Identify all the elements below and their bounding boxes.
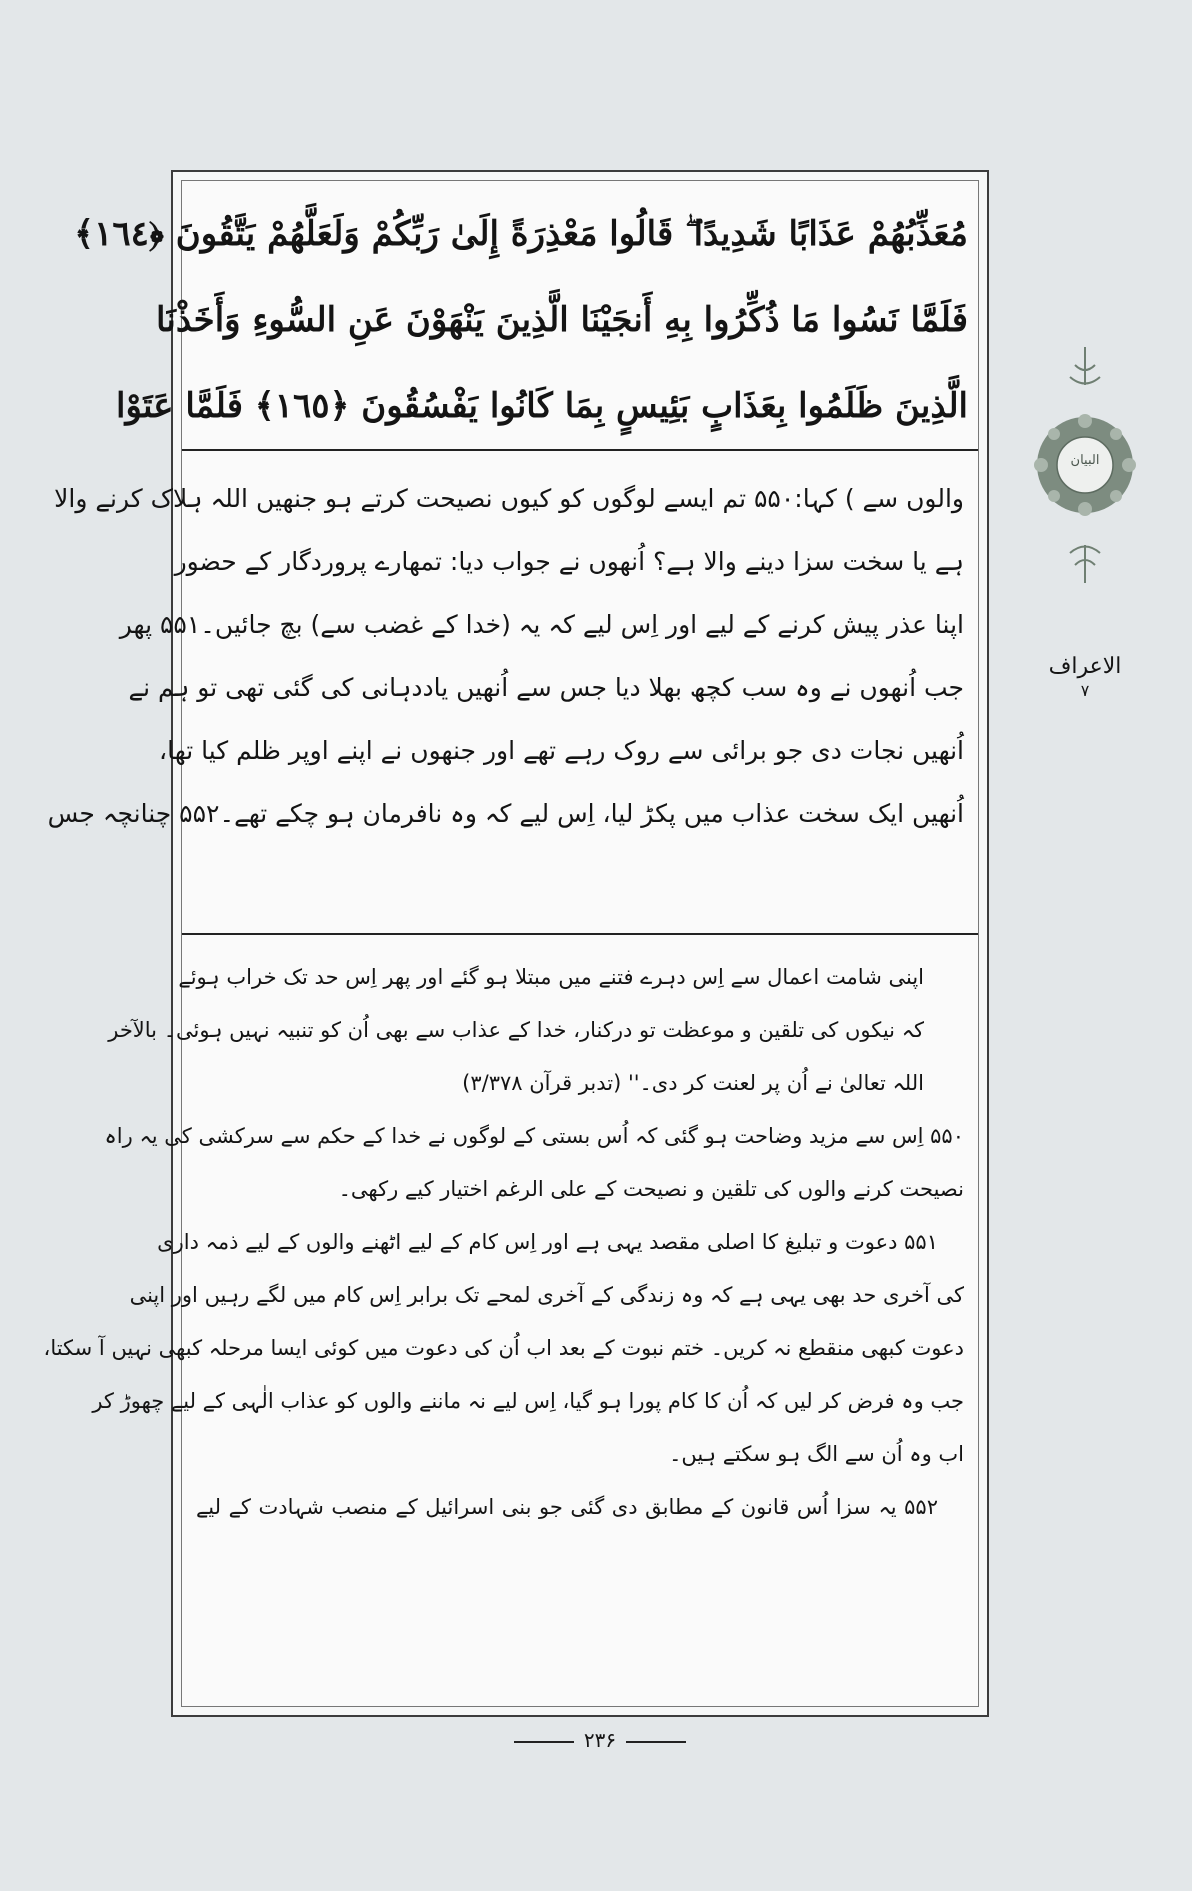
ornament-title: البیان <box>1070 453 1100 468</box>
surah-label <box>1040 655 1130 703</box>
quran-text-block <box>74 191 968 449</box>
footnote-550-line: ۵۵۰ اِس سے مزید وضاحت ہو گئی کہ اُس بستی کے لوگوں نے خدا کے حکم سے سرکشی کی یہ راہ <box>104 1124 964 1148</box>
footnote-551-line: ۵۵۱ دعوت و تبلیغ کا اصلی مقصد یہی ہے اور اِس کام کے لیے اٹھنے والوں کے لیے ذمہ داری <box>157 1230 938 1254</box>
divider-rule <box>182 449 978 451</box>
translation-line: والوں سے ) کہا:۵۵۰ تم ایسے لوگوں کو کیوں نصیحت کرتے ہو جنھیں اللہ ہلاک کرنے والا <box>54 484 964 513</box>
translation-line: ہے یا سخت سزا دینے والا ہے؟ اُنھوں نے جواب دیا: تمھارے پروردگار کے حضور <box>174 547 964 576</box>
footnotes-block <box>43 951 964 1534</box>
translation-line: اُنھیں ایک سخت عذاب میں پکڑ لیا، اِس لیے کہ وہ نافرمان ہو چکے تھے۔۵۵۲ چنانچہ جس <box>47 799 964 828</box>
footnote-551-line: کی آخری حد بھی یہی ہے کہ وہ زندگی کے آخری لمحے تک برابر اِس کام میں لگے رہیں اور اپنی <box>129 1283 964 1307</box>
divider-rule <box>182 933 978 935</box>
arabic-line: فَلَمَّا نَسُوا مَا ذُكِّرُوا بِهِ أَنجَيْنَا الَّذِينَ يَنْهَوْنَ عَنِ السُّوءِ وَأَخَذْنَا <box>156 300 968 340</box>
surah-number: ۷ <box>1080 681 1090 700</box>
footnote-552-line: ۵۵۲ یہ سزا اُس قانون کے مطابق دی گئی جو بنی اسرائیل کے منصب شہادت کے لیے <box>196 1495 938 1519</box>
translation-line: اُنھیں نجات دی جو برائی سے روک رہے تھے اور جنھوں نے اپنے اوپر ظلم کیا تھا، <box>159 736 964 765</box>
quote-line: اللہ تعالیٰ نے اُن پر لعنت کر دی۔'' (تدبر قرآن ۳/۳۷۸) <box>462 1071 924 1095</box>
divider-rule <box>514 1741 574 1743</box>
translation-block <box>47 467 964 845</box>
arabic-line: الَّذِينَ ظَلَمُوا بِعَذَابٍ بَئِيسٍ بِمَا كَانُوا يَفْسُقُونَ ﴿١٦٥﴾ فَلَمَّا عَتَوْا <box>116 386 968 426</box>
page-inner-border <box>43 180 979 1707</box>
footnote-551-line: اب وہ اُن سے الگ ہو سکتے ہیں۔ <box>669 1442 964 1466</box>
quote-line: اپنی شامت اعمال سے اِس دہرے فتنے میں مبتلا ہو گئے اور پھر اِس حد تک خراب ہوئے <box>178 965 924 989</box>
translation-line: اپنا عذر پیش کرنے کے لیے اور اِس لیے کہ یہ (خدا کے غضب سے) بچ جائیں۔۵۵۱ پھر <box>119 610 964 639</box>
ornament-medallion-icon <box>1030 345 1140 585</box>
quote-line: کہ نیکوں کی تلقین و موعظت تو درکنار، خدا کے عذاب سے بھی اُن کو تنبیہ نہیں ہوئی۔ بالآخر <box>108 1018 924 1042</box>
footnote-550-line: نصیحت کرنے والوں کی تلقین و نصیحت کے علی الرغم اختیار کیے رکھی۔ <box>338 1177 964 1201</box>
page-frame <box>43 170 989 1717</box>
page-number-text: ۲۳۶ <box>583 1728 617 1752</box>
page-number <box>440 1728 760 1752</box>
arabic-line: مُعَذِّبُهُمْ عَذَابًا شَدِيدًا ۖ قَالُوا مَعْذِرَةً إِلَىٰ رَبِّكُمْ وَلَعَلَّهُمْ يَتَّقُونَ ﴿١٦٤﴾ <box>74 214 968 254</box>
footnote-551-line: جب وہ فرض کر لیں کہ اُن کا کام پورا ہو گیا، اِس لیے نہ ماننے والوں کو عذاب الٰہی کے لیے چھوڑ کر <box>92 1389 964 1413</box>
surah-name: الاعراف <box>1048 654 1122 679</box>
translation-line: جب اُنھوں نے وہ سب کچھ بھلا دیا جس سے اُنھیں یاددہانی کی گئی تھی تو ہم نے <box>128 673 964 702</box>
divider-rule <box>626 1741 686 1743</box>
footnote-551-line: دعوت کبھی منقطع نہ کریں۔ ختم نبوت کے بعد اب اُن کی دعوت میں کوئی ایسا مرحلہ کبھی نہیں آ سکتا، <box>43 1336 964 1360</box>
